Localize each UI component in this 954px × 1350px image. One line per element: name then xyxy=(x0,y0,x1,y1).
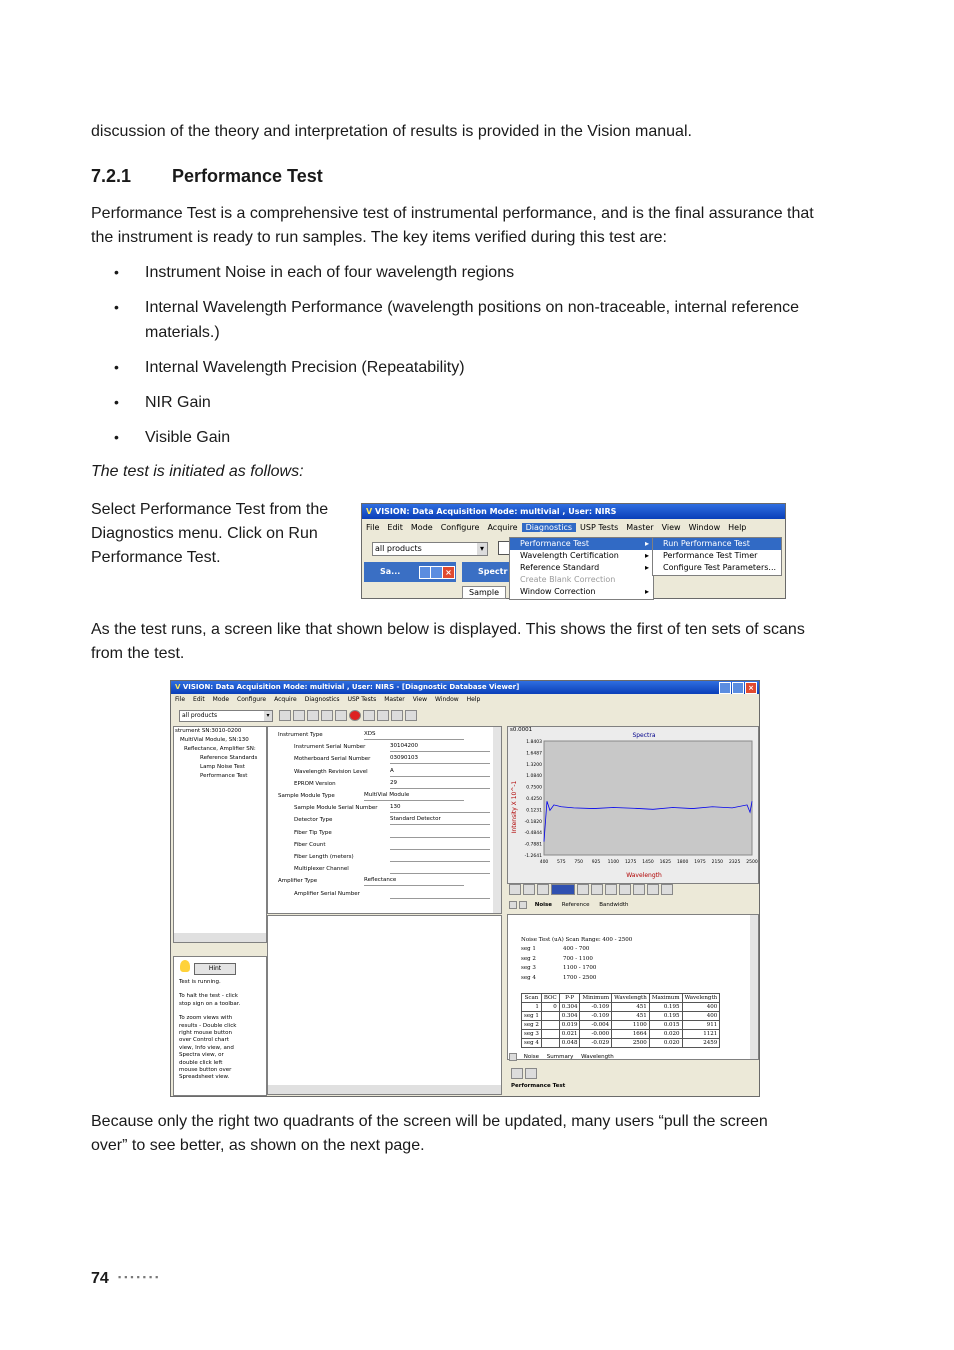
y-tick-label: -0.4844 xyxy=(524,831,542,837)
table-cell: 0.020 xyxy=(649,1030,682,1039)
table-cell: 2459 xyxy=(682,1039,720,1048)
camera-icon[interactable] xyxy=(509,884,521,895)
tab-scroll-icon[interactable] xyxy=(509,901,517,909)
table-cell: -0.109 xyxy=(580,1012,612,1021)
table-cell: -0.000 xyxy=(580,1030,612,1039)
section-title: Performance Test xyxy=(172,166,323,186)
bullet-item: Instrument Noise in each of four wavelength regions xyxy=(145,264,515,281)
info-value-field[interactable]: MultiVial Module xyxy=(364,791,464,801)
y-tick-label: 1.3200 xyxy=(526,762,542,768)
window-title-bar xyxy=(171,681,759,694)
help-icon[interactable] xyxy=(363,710,375,721)
table-cell: -0.029 xyxy=(580,1039,612,1048)
vertical-scrollbar[interactable] xyxy=(750,915,758,1059)
menu-help[interactable]: Help xyxy=(466,696,481,703)
y-tick-label: -0.1820 xyxy=(524,819,542,825)
menu-edit[interactable]: Edit xyxy=(193,696,205,703)
menu-acquire[interactable]: Acquire xyxy=(487,523,518,532)
y-tick-label: -1.2641 xyxy=(524,854,542,859)
menu-item-run-performance-test[interactable]: Run Performance Test xyxy=(653,538,781,550)
menu-item-label: Reference Standard xyxy=(520,563,600,572)
table-cell: 1664 xyxy=(612,1030,650,1039)
minimize-icon[interactable] xyxy=(719,682,731,694)
info-value-field[interactable]: Standard Detector xyxy=(390,815,490,825)
chart-title: Spectra xyxy=(632,732,656,739)
table-row xyxy=(522,1039,720,1048)
info-label: Multiplexer Channel xyxy=(294,866,349,873)
maximize-icon[interactable] xyxy=(732,682,744,694)
hint-line: Spreadsheet view. xyxy=(179,1074,230,1081)
chevron-down-icon[interactable]: ▾ xyxy=(477,543,487,555)
table-cell: -0.004 xyxy=(580,1021,612,1030)
table-cell: 0.020 xyxy=(649,1039,682,1048)
info-value-field[interactable]: 130 xyxy=(390,803,490,813)
hint-line: To zoom views with xyxy=(179,1015,233,1022)
info-label: Sample Module Serial Number xyxy=(294,805,378,812)
bullet-icon: • xyxy=(114,264,119,280)
table-header-cell: P-P xyxy=(559,994,580,1003)
table-cell: 1121 xyxy=(682,1030,720,1039)
report-tabs xyxy=(509,1052,617,1062)
table-cell: 0 xyxy=(541,1003,559,1012)
submenu-arrow-icon: ▸ xyxy=(644,587,649,596)
axis-icon[interactable] xyxy=(605,884,617,895)
print-icon[interactable] xyxy=(321,710,333,721)
y-tick-label: 0.7500 xyxy=(526,785,542,791)
menu-mode[interactable]: Mode xyxy=(410,523,433,532)
menu-view[interactable]: View xyxy=(661,523,681,532)
product-combo-value: all products xyxy=(182,712,218,719)
menu-item-label: Create Blank Correction xyxy=(520,575,616,584)
noise-header: Noise Test (uA) Scan Range: 400 - 2500 xyxy=(521,937,633,943)
x-tick-label: 750 xyxy=(574,860,583,865)
segment-row xyxy=(521,964,596,974)
menu-item-configure-test-parameters[interactable]: Configure Test Parameters... xyxy=(663,563,777,572)
lightbulb-icon xyxy=(180,960,190,972)
segment-row xyxy=(521,945,596,955)
chevron-down-icon[interactable]: ▾ xyxy=(264,711,272,721)
page-number: 74 xyxy=(91,1270,109,1287)
menu-item-wavelength-certification[interactable] xyxy=(510,550,653,562)
hint-line xyxy=(179,986,240,993)
x-tick-label: 1800 xyxy=(676,860,689,865)
tab-scroll-icon[interactable] xyxy=(509,1053,517,1061)
table-cell xyxy=(541,1012,559,1021)
chart-toolbar xyxy=(509,884,675,895)
product-combo[interactable] xyxy=(179,710,273,722)
select-line: Select Performance Test from the xyxy=(91,501,329,518)
spectra-pane xyxy=(507,726,759,884)
menu-file[interactable]: File xyxy=(175,696,186,703)
horizontal-scrollbar[interactable] xyxy=(174,933,266,942)
bullet-item: Internal Wavelength Performance (wavelength positions on non-traceable, internal reference xyxy=(145,299,799,316)
info-value-field[interactable] xyxy=(390,840,490,850)
info-label: Fiber Tip Type xyxy=(294,829,332,836)
table-row xyxy=(522,1003,720,1012)
table-row xyxy=(522,1021,720,1030)
y-tick-label: 1.8403 xyxy=(526,740,542,745)
x-tick-label: 2325 xyxy=(728,860,741,865)
info-value-field[interactable] xyxy=(390,828,490,838)
x-tick-label: 2150 xyxy=(711,860,724,865)
menu-item-label: Performance Test xyxy=(520,539,589,548)
menu-master[interactable]: Master xyxy=(626,523,654,532)
tab-scroll-icon[interactable] xyxy=(519,901,527,909)
x-tick-label: 1100 xyxy=(607,860,620,865)
segment-label: seg 1 xyxy=(521,946,536,952)
toolbar xyxy=(279,710,419,721)
table-cell: seg 1 xyxy=(522,1012,542,1021)
vertical-scrollbar[interactable] xyxy=(493,727,501,913)
table-cell: 0.195 xyxy=(649,1012,682,1021)
para1-line2: the instrument is ready to run samples. The key items verified during this test are: xyxy=(91,229,667,246)
info-value-field[interactable]: 29 xyxy=(390,779,490,789)
x-tick-label: 400 xyxy=(539,860,549,865)
table-cell: 451 xyxy=(612,1003,650,1012)
hint-line: over Control chart xyxy=(179,1037,229,1044)
menu-usp-tests[interactable]: USP Tests xyxy=(580,523,619,532)
window-title: VISION: Data Acquisition Mode: multivial , User: NIRS xyxy=(375,507,617,516)
menu-edit[interactable]: Edit xyxy=(387,523,403,532)
menu-acquire[interactable]: Acquire xyxy=(274,696,297,703)
table-row xyxy=(522,1012,720,1021)
table-row xyxy=(522,1030,720,1039)
tab-reference[interactable]: Reference xyxy=(561,902,590,908)
table-cell: 1 xyxy=(522,1003,542,1012)
y-tick-label: 1.0840 xyxy=(526,774,542,780)
segment-label: seg 2 xyxy=(521,955,536,962)
section-number: 7.2.1 xyxy=(91,166,132,186)
chart-ylabel: Intensity X 10^-1 xyxy=(511,780,518,834)
tree-pane xyxy=(173,726,267,943)
hint-line: Test is running. xyxy=(179,979,221,985)
menu-item-reference-standard[interactable] xyxy=(510,562,653,574)
hint-line: double click left xyxy=(179,1059,223,1066)
y-tick-label: -0.7881 xyxy=(524,842,542,848)
submenu-arrow-icon: ▸ xyxy=(644,563,649,572)
bullet-item: NIR Gain xyxy=(145,394,211,411)
vision-logo-icon: V xyxy=(175,683,181,691)
grid-icon[interactable] xyxy=(523,884,535,895)
submenu-arrow-icon: ▸ xyxy=(644,551,649,560)
close-icon[interactable]: × xyxy=(745,682,757,694)
printer-icon[interactable] xyxy=(537,884,549,895)
segment-range: 700 - 1100 xyxy=(563,955,593,962)
x-tick-label: 1625 xyxy=(659,860,672,865)
segment-row xyxy=(521,974,596,984)
table-cell xyxy=(541,1039,559,1048)
open-icon[interactable] xyxy=(293,710,305,721)
segment-list xyxy=(521,945,596,983)
info-value-field[interactable]: A xyxy=(390,767,490,777)
info-label: Sample Module Type xyxy=(278,793,335,799)
tree-item[interactable]: Reflectance, Amplifier SN: xyxy=(184,746,256,752)
tab-performance-test[interactable]: Performance Test xyxy=(511,1083,566,1089)
child-window-title: Sa... xyxy=(380,567,401,576)
disabled-tool-icon xyxy=(405,710,417,721)
cursor-icon[interactable] xyxy=(633,884,645,895)
menu-file[interactable]: File xyxy=(366,523,380,532)
info-label: EPROM Version xyxy=(294,780,336,787)
y-tick-label: 0.4250 xyxy=(526,797,542,802)
menu-bar xyxy=(362,522,785,534)
tab-noise[interactable]: Noise xyxy=(523,1054,540,1060)
hint-line: Spectra view, or xyxy=(179,1052,224,1059)
segment-row xyxy=(521,955,596,965)
tab-bandwidth[interactable]: Bandwidth xyxy=(599,902,629,908)
hint-line: To halt the test - click xyxy=(179,993,238,1000)
printer-icon[interactable] xyxy=(377,710,389,721)
tab-wavelength[interactable]: Wavelength xyxy=(581,1054,614,1060)
info-value-field[interactable] xyxy=(390,864,490,874)
horizontal-scrollbar[interactable] xyxy=(268,1085,501,1094)
y-tick-label: 1.6487 xyxy=(526,751,542,757)
table-header-cell: Maximum xyxy=(649,994,682,1003)
info-value-field[interactable]: 03090103 xyxy=(390,754,490,764)
info-label: Detector Type xyxy=(294,817,333,824)
bullet-icon: • xyxy=(114,429,119,445)
menu-configure[interactable]: Configure xyxy=(237,696,267,703)
bullet-icon: • xyxy=(114,394,119,410)
menu-item-create-blank-correction xyxy=(510,574,653,586)
pan-icon[interactable] xyxy=(661,884,673,895)
hint-line: mouse button over xyxy=(179,1067,232,1074)
new-icon[interactable] xyxy=(279,710,291,721)
table-header-cell: Wavelength xyxy=(682,994,720,1003)
vision-logo-icon: V xyxy=(366,507,373,516)
spectra-chart xyxy=(508,727,756,881)
window-title-bar xyxy=(362,504,785,519)
bullet-icon: • xyxy=(114,299,119,315)
after-line: over” to see better, as shown on the next page. xyxy=(91,1137,425,1154)
x-tick-label: 575 xyxy=(557,860,566,865)
menu-view[interactable]: View xyxy=(412,696,427,703)
table-cell: 2500 xyxy=(612,1039,650,1048)
control-chart-pane xyxy=(267,915,502,1095)
after-line: Because only the right two quadrants of the screen will be updated, many users “pull the screen xyxy=(91,1113,768,1130)
info-label: Instrument Serial Number xyxy=(294,744,366,751)
table-header-cell: Minimum xyxy=(580,994,612,1003)
info-label: Motherboard Serial Number xyxy=(294,756,371,763)
pointer-icon[interactable] xyxy=(647,884,659,895)
runs-line: As the test runs, a screen like that shown below is displayed. This shows the first of ten sets of scans xyxy=(91,621,805,638)
submenu-arrow-icon: ▸ xyxy=(644,539,649,548)
diagnostic-viewer-screenshot xyxy=(170,680,760,1097)
select-line: Performance Test. xyxy=(91,549,221,566)
tab-summary[interactable]: Summary xyxy=(546,1054,574,1060)
table-cell: 911 xyxy=(682,1021,720,1030)
copy-icon[interactable] xyxy=(307,710,319,721)
x-tick-label: 2500 xyxy=(746,860,758,865)
child-window-title: Spectr xyxy=(478,567,508,576)
bottom-toolbar xyxy=(511,1068,539,1079)
table-header-cell: BOC xyxy=(541,994,559,1003)
runs-line: from the test. xyxy=(91,645,185,662)
y-tick-label: 0.1231 xyxy=(526,808,542,814)
legend-icon[interactable] xyxy=(619,884,631,895)
info-value-field[interactable] xyxy=(390,889,490,899)
segment-range: 1700 - 2500 xyxy=(563,974,597,981)
tree-item[interactable]: strument SN:3010-0200 xyxy=(175,728,242,734)
segment-label: seg 4 xyxy=(521,974,536,981)
table-cell: 0.019 xyxy=(559,1021,580,1030)
zoom-icon[interactable] xyxy=(577,884,589,895)
intro-text: discussion of the theory and interpretation of results is provided in the Vision manual. xyxy=(91,123,692,140)
segment-range: 1100 - 1700 xyxy=(563,965,597,971)
info-label: Fiber Count xyxy=(294,841,326,848)
hint-line: stop sign on a toolbar. xyxy=(179,1000,241,1007)
table-header-row xyxy=(522,994,720,1003)
para1-line1: Performance Test is a comprehensive test of instrumental performance, and is the final assurance that xyxy=(91,205,814,222)
menu-configure[interactable]: Configure xyxy=(440,523,480,532)
menu-window[interactable]: Window xyxy=(434,696,459,703)
table-cell xyxy=(541,1021,559,1030)
marker-icon[interactable] xyxy=(591,884,603,895)
menu-item-performance-test[interactable] xyxy=(510,538,653,550)
bullet-item: Visible Gain xyxy=(145,429,231,446)
info-label: Fiber Length (meters) xyxy=(294,854,354,860)
info-label: Instrument Type xyxy=(278,732,323,738)
table-cell: 451 xyxy=(612,1012,650,1021)
info-label: Amplifier Type xyxy=(278,878,318,885)
table-cell: 0.304 xyxy=(559,1003,580,1012)
chart-corner-label: s0.0001 xyxy=(510,727,533,733)
table-cell: 1100 xyxy=(612,1021,650,1030)
noise-report-pane xyxy=(507,914,759,1060)
settings-icon[interactable] xyxy=(391,710,403,721)
window-title: VISION: Data Acquisition Mode: multivial , User: NIRS - [Diagnostic Database Viewer] xyxy=(182,683,520,691)
table-header-cell: Wavelength xyxy=(612,994,650,1003)
menu-help[interactable]: Help xyxy=(728,523,747,532)
table-cell: 400 xyxy=(682,1003,720,1012)
menu-mode[interactable]: Mode xyxy=(212,696,230,703)
chart-tabs xyxy=(509,900,633,910)
table-cell xyxy=(541,1030,559,1039)
table-cell: seg 3 xyxy=(522,1030,542,1039)
diagnostics-dropdown xyxy=(509,537,654,600)
initiated-note: The test is initiated as follows: xyxy=(91,463,304,480)
bullet-item-continued: materials.) xyxy=(145,324,220,341)
noise-table xyxy=(521,993,720,1048)
plot-area xyxy=(544,741,752,855)
menu-diagnostics[interactable]: Diagnostics xyxy=(522,523,576,532)
bullet-item: Internal Wavelength Precision (Repeatability) xyxy=(145,359,465,376)
info-pane xyxy=(267,726,502,914)
tab-noise[interactable]: Noise xyxy=(534,902,553,908)
hint-line: results - Double click xyxy=(179,1022,237,1029)
menu-item-label: Window Correction xyxy=(520,587,596,596)
table-cell: 0.195 xyxy=(649,1003,682,1012)
info-value-field[interactable]: Reflectance xyxy=(364,876,464,886)
table-body xyxy=(522,1003,720,1048)
info-label: Amplifier Serial Number xyxy=(294,890,360,897)
info-value-field[interactable]: XDS xyxy=(364,730,464,740)
segment-label: seg 3 xyxy=(521,965,536,971)
x-tick-label: 1975 xyxy=(694,860,706,865)
product-combo-value: all products xyxy=(375,544,422,553)
hint-pane xyxy=(173,956,267,1096)
child-window-sample[interactable] xyxy=(364,562,456,582)
hint-button[interactable]: Hint xyxy=(194,963,236,975)
table-cell: 0.304 xyxy=(559,1012,580,1021)
table-cell: 400 xyxy=(682,1012,720,1021)
diagnostics-menu-screenshot xyxy=(361,503,786,599)
save-icon[interactable] xyxy=(335,710,347,721)
hint-line: view, Info view, and xyxy=(179,1044,234,1051)
x-tick-label: 925 xyxy=(591,860,601,865)
segment-range: 400 - 700 xyxy=(563,946,590,952)
performance-submenu xyxy=(652,537,782,576)
tree-item[interactable]: Lamp Noise Test xyxy=(200,764,245,770)
table-header-cell: Scan xyxy=(522,994,542,1003)
x-tick-label: 1275 xyxy=(624,860,637,865)
stop-icon[interactable] xyxy=(349,710,361,721)
product-combo[interactable] xyxy=(372,542,488,556)
footer-dots: ▪▪▪▪▪▪▪ xyxy=(118,1272,162,1282)
table-cell: 0.048 xyxy=(559,1039,580,1048)
bullet-icon: • xyxy=(114,359,119,375)
info-value-field[interactable] xyxy=(390,852,490,862)
hint-line: right mouse button xyxy=(179,1030,233,1037)
close-icon[interactable]: × xyxy=(442,566,455,579)
hint-line xyxy=(179,1008,240,1015)
save-icon[interactable] xyxy=(525,1068,537,1079)
tree-item[interactable]: Reference Standards xyxy=(200,755,258,761)
menu-item-label: Wavelength Certification xyxy=(520,551,619,560)
table-cell: 0.015 xyxy=(649,1021,682,1030)
table-cell: seg 2 xyxy=(522,1021,542,1030)
tree-item[interactable]: Performance Test xyxy=(200,773,248,779)
info-label: Wavelength Revision Level xyxy=(294,768,368,775)
color-select-icon[interactable] xyxy=(551,884,575,895)
tree-item[interactable]: MultiVial Module, SN:130 xyxy=(180,737,249,743)
menu-window[interactable]: Window xyxy=(688,523,721,532)
tab-sample[interactable]: Sample xyxy=(462,586,506,599)
hint-text xyxy=(179,979,240,1082)
x-tick-label: 1450 xyxy=(642,860,654,865)
printer-icon[interactable] xyxy=(511,1068,523,1079)
table-cell: seg 4 xyxy=(522,1039,542,1048)
select-line: Diagnostics menu. Click on Run xyxy=(91,525,318,542)
menu-item-performance-test-timer[interactable]: Performance Test Timer xyxy=(663,551,758,560)
table-cell: 0.021 xyxy=(559,1030,580,1039)
chart-xlabel: Wavelength xyxy=(626,872,662,879)
menu-item-window-correction[interactable] xyxy=(510,586,653,598)
menu-bar xyxy=(171,695,759,705)
info-value-field[interactable]: 30104200 xyxy=(390,742,490,752)
menu-usp-tests[interactable]: USP Tests xyxy=(347,696,377,703)
menu-diagnostics[interactable]: Diagnostics xyxy=(304,696,340,703)
menu-master[interactable]: Master xyxy=(384,696,405,703)
table-cell: -0.109 xyxy=(580,1003,612,1012)
